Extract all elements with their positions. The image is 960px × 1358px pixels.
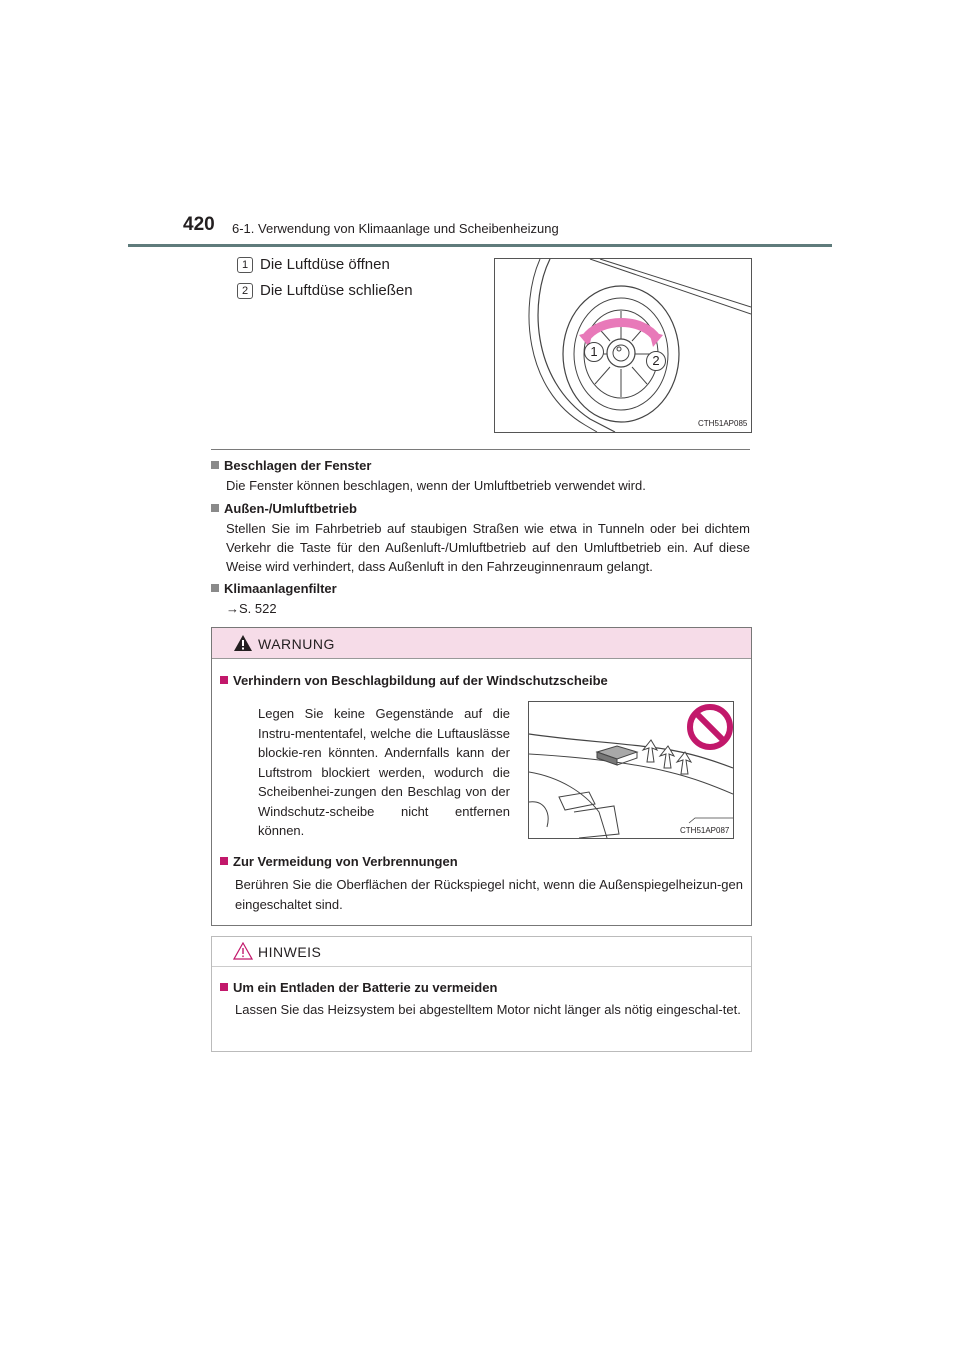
dashboard-drawing (529, 702, 733, 838)
step-text: Die Luftdüse öffnen (260, 256, 390, 273)
bullet-square-icon (211, 461, 219, 469)
bullet-square-icon (220, 983, 228, 991)
step-text: Die Luftdüse schließen (260, 282, 413, 299)
warning-item-title: Verhindern von Beschlagbildung auf der Windschutzscheibe (220, 673, 608, 688)
topic-fogging (211, 458, 750, 495)
page-reference-link[interactable]: →S. 522 (226, 601, 277, 616)
air-vent-illustration (494, 258, 752, 433)
figure-code: CTH51AP085 (698, 419, 748, 428)
hint-label: HINWEIS (258, 944, 322, 960)
topic-title: Klimaanlagenfilter (224, 581, 337, 596)
hint-header (212, 937, 751, 967)
bullet-square-icon (220, 676, 228, 684)
warning-item-body: Legen Sie keine Gegenstände auf die Instru-mententafel, welche die Luftauslässe blockie-ren könnten. Andernfalls kann der Luftstrom blockiert werden, wodurch die Scheibenhei-zungen den Beschlag von der Windschutz-scheibe nicht entfernen können. (258, 706, 510, 838)
topic-body: Stellen Sie im Fahrbetrieb auf staubigen Straßen wie etwa in Tunneln oder bei dichtem Verkehr die Taste für den Außenluft-/Umluftbetrieb auf den Umluftbetrieb ein. Auf diese Weise wird verhindert, dass Außenluft in den Fahrzeuginnenraum gelangt. (226, 521, 750, 574)
hint-box (211, 936, 752, 1052)
air-vent-drawing (495, 259, 751, 432)
topic-body: Die Fenster können beschlagen, wenn der Umluftbetrieb verwendet wird. (226, 478, 646, 493)
warning-item-title: Zur Vermeidung von Verbrennungen (220, 854, 458, 869)
figure-code: CTH51AP087 (680, 826, 730, 835)
topic-recirculation (211, 501, 750, 576)
header-rule (128, 244, 832, 247)
warning-item-body: Berühren Sie die Oberflächen der Rückspiegel nicht, wenn die Außenspiegelheizun-gen eingeschaltet sind. (235, 877, 743, 912)
step-2 (237, 282, 413, 299)
topic-filter (211, 581, 750, 618)
step-1 (237, 256, 390, 273)
step-number-badge: 2 (237, 283, 253, 299)
section-title: 6-1. Verwendung von Klimaanlage und Scheibenheizung (232, 221, 559, 236)
bullet-square-icon (211, 504, 219, 512)
warning-label: WARNUNG (258, 636, 335, 652)
warning-triangle-icon (233, 634, 253, 652)
bullet-square-icon (211, 584, 219, 592)
hint-item-title: Um ein Entladen der Batterie zu vermeiden (220, 980, 497, 995)
caution-triangle-icon (233, 942, 253, 960)
topic-title: Beschlagen der Fenster (224, 458, 372, 473)
hint-item-body: Lassen Sie das Heizsystem bei abgestelltem Motor nicht länger als nötig eingeschal-tet. (235, 1002, 741, 1017)
warning-box (211, 627, 752, 926)
callout-1: 1 (584, 342, 604, 362)
dashboard-illustration (528, 701, 734, 839)
topic-title: Außen-/Umluftbetrieb (224, 501, 357, 516)
step-number-badge: 1 (237, 257, 253, 273)
divider (211, 449, 750, 450)
callout-2: 2 (646, 351, 666, 371)
warning-header (212, 628, 751, 659)
bullet-square-icon (220, 857, 228, 865)
page-number: 420 (183, 214, 215, 235)
